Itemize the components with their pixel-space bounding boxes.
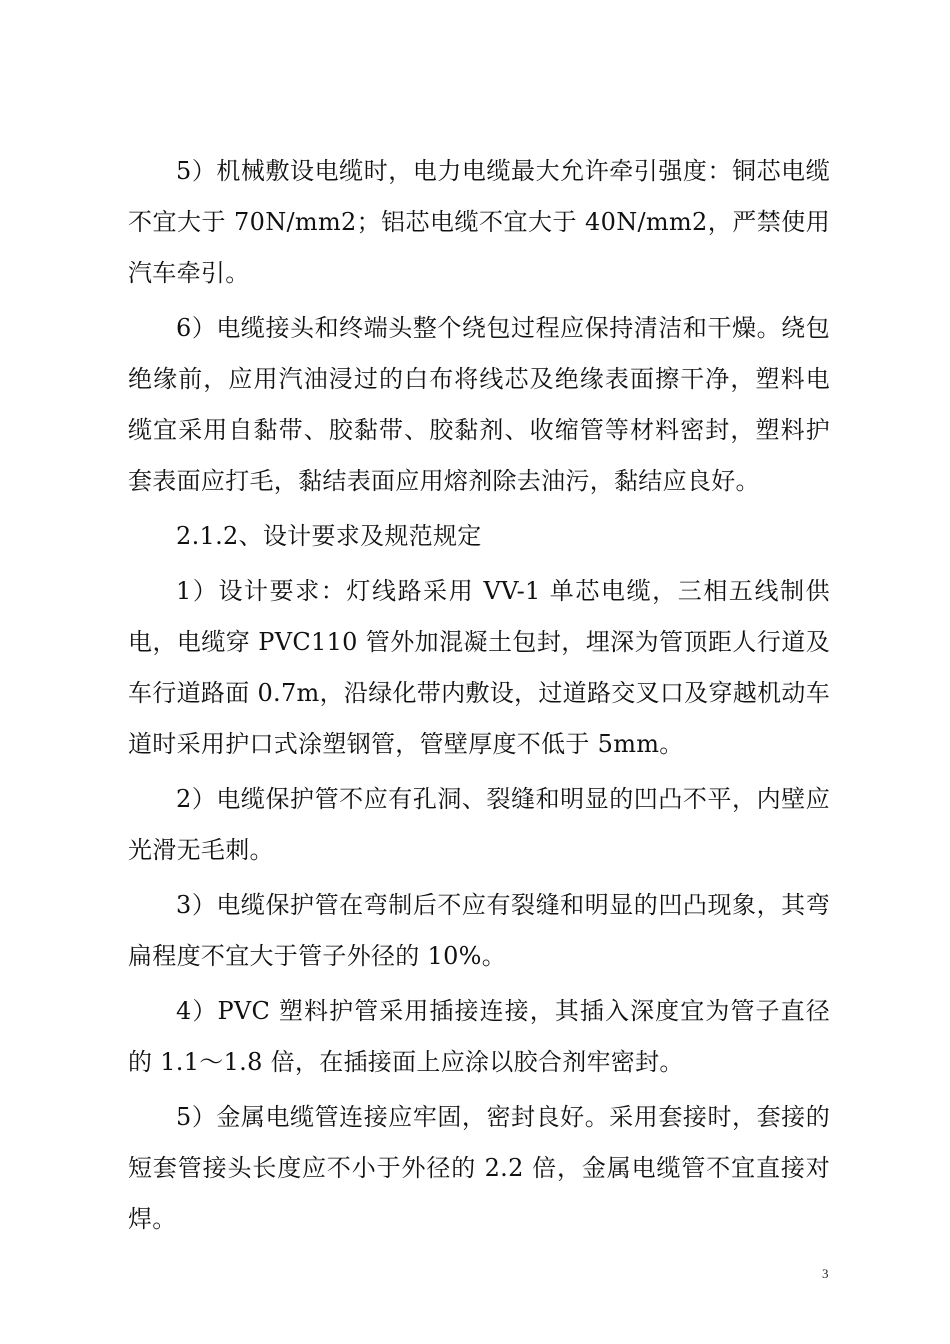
- paragraph-item-4-pvc: 4）PVC 塑料护管采用插接连接，其插入深度宜为管子直径的 1.1～1.8 倍，在插接面上应涂以胶合剂牢密封。: [128, 997, 830, 1076]
- section-heading-2-1-2: 2.1.2、设计要求及规范规定: [176, 522, 482, 550]
- paragraph-item-1-design: 1）设计要求：灯线路采用 VV-1 单芯电缆，三相五线制供电，电缆穿 PVC110 管外加混凝土包封，埋深为管顶距人行道及车行道路面 0.7m，沿绿化带内敷设，过道路交叉口及穿越机动车道时采用护口式涂塑钢管，管壁厚度不低于 5mm。: [128, 577, 830, 758]
- paragraph-item-2-protection-pipe: 2）电缆保护管不应有孔洞、裂缝和明显的凹凸不平，内壁应光滑无毛刺。: [128, 785, 830, 864]
- paragraph-item-6-joints: 6）电缆接头和终端头整个绕包过程应保持清洁和干燥。绕包绝缘前，应用汽油浸过的白布将线芯及绝缘表面擦干净，塑料电缆宜采用自黏带、胶黏带、胶黏剂、收缩管等材料密封，塑料护套表面应打毛，黏结表面应用熔剂除去油污，黏结应良好。: [128, 314, 830, 495]
- paragraph-item-5-traction: 5）机械敷设电缆时，电力电缆最大允许牵引强度：铜芯电缆不宜大于 70N/mm2；铝芯电缆不宜大于 40N/mm2，严禁使用汽车牵引。: [128, 157, 830, 287]
- paragraph-item-5-metal-pipe: 5）金属电缆管连接应牢固，密封良好。采用套接时，套接的短套管接头长度应不小于外径的 2.2 倍，金属电缆管不宜直接对焊。: [128, 1103, 830, 1233]
- document-body: [128, 146, 830, 1245]
- page-number: 3: [822, 1266, 829, 1281]
- paragraph-item-3-bending: 3）电缆保护管在弯制后不应有裂缝和明显的凹凸现象，其弯扁程度不宜大于管子外径的 10%。: [128, 891, 830, 970]
